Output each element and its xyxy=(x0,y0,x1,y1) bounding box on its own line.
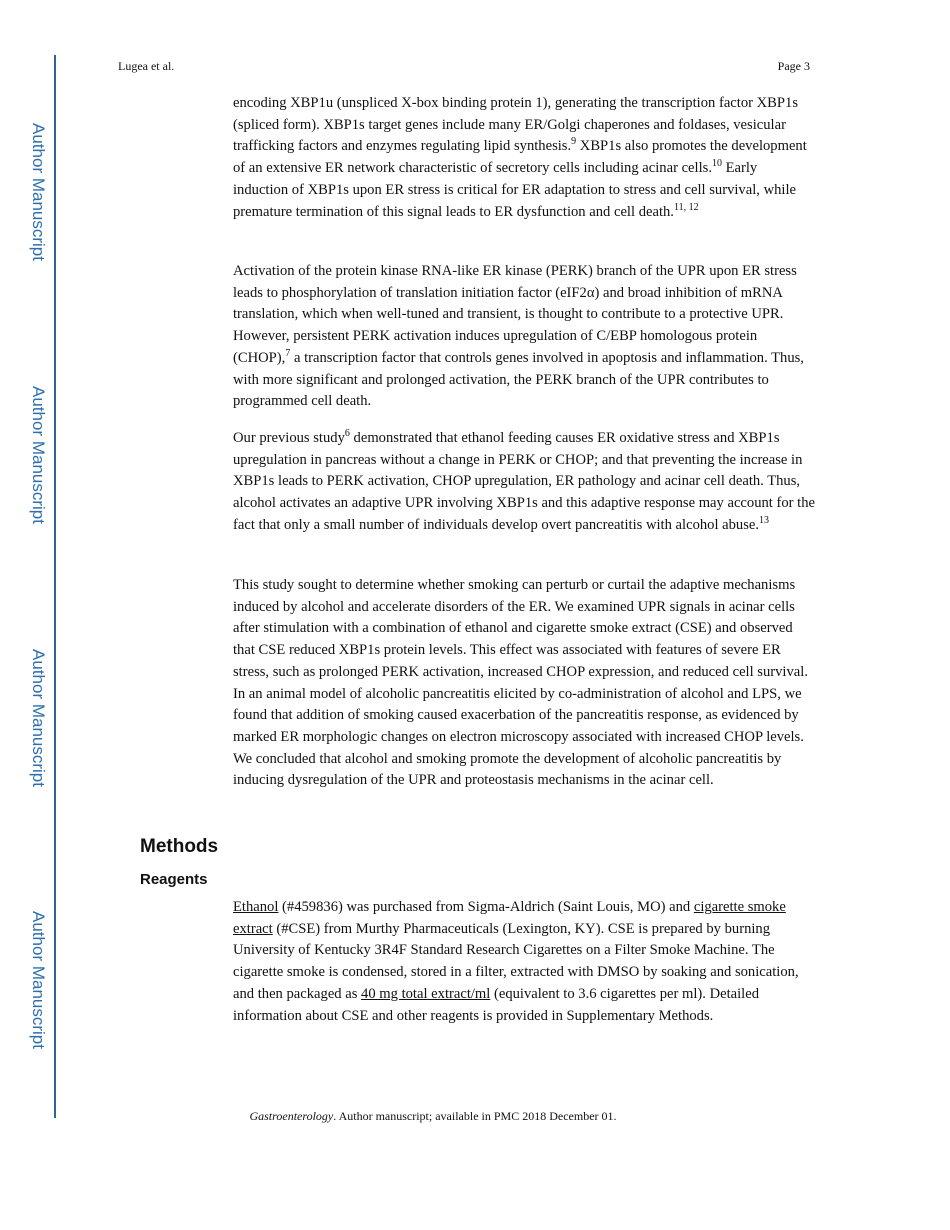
link[interactable]: cigarette smoke extract xyxy=(233,899,786,937)
citation-superscript: 13 xyxy=(759,514,770,526)
text-run: encoding XBP1u (unspliced X-box binding protein 1), generating the transcription factor XBP1s (spliced form). XBP1s target genes include many ER/Golgi chaperones and foldases, vesicular trafficking factors and enzymes regulating lipid synthesis. xyxy=(233,95,798,155)
text-run: This study sought to determine whether smoking can perturb or curtail the adaptive mechanisms induced by alcohol and accelerate disorders of the ER. We examined UPR signals in acinar cells after stimulation with a combination of ethanol and cigarette smoke extract (CSE) and observed that CSE reduced XBP1s protein levels. This effect was associated with features of severe ER stress, such as prolonged PERK activation, increased CHOP expression, and reduced cell survival. In an animal model of alcoholic pancreatitis elicited by co-administration of alcohol and LPS, we found that addition of smoking caused exacerbation of the pancreatitis response, as evidenced by marked ER morphologic changes on electron microscopy associated with increased CHOP levels. We concluded that alcohol and smoking promote the development of alcoholic pancreatitis by inducing dysregulation of the UPR and proteostasis mechanisms in the acinar cell. xyxy=(233,577,808,789)
journal-name: Gastroenterology xyxy=(249,1109,334,1123)
paragraph xyxy=(233,897,815,1027)
paragraph xyxy=(233,93,815,223)
running-header-authors: Lugea et al. xyxy=(118,59,175,73)
section-heading-methods: Methods xyxy=(140,836,219,857)
paragraph xyxy=(233,261,815,413)
author-manuscript-text: Author Manuscript xyxy=(29,386,48,524)
citation-superscript: 9 xyxy=(571,136,577,148)
citation-superscript: 11, 12 xyxy=(673,201,699,213)
author-manuscript-text: Author Manuscript xyxy=(29,123,48,261)
link[interactable]: Ethanol xyxy=(233,899,279,915)
text-run: a transcription factor that controls genes involved in apoptosis and inflammation. Thus, with more significant and prolonged activation, the PERK branch of the UPR contributes to programmed cell death. xyxy=(233,349,804,410)
page-number: Page 3 xyxy=(777,59,810,73)
text-run: demonstrated that ethanol feeding causes ER oxidative stress and XBP1s upregulation in pancreas without a change in PERK or CHOP; and that preventing the increase in XBP1s leads to PERK activation, CHOP upregulation, ER pathology and acinar cell death. Thus, alcohol activates an adaptive UPR involving XBP1s and this adaptive response may account for the fact that only a small number of individuals develop overt pancreatitis with alcohol abuse. xyxy=(233,430,815,533)
text-run: Our previous study xyxy=(233,430,345,446)
margin-rule xyxy=(54,55,56,1118)
text-run: Early induction of XBP1s upon ER stress is critical for ER adaptation to stress and cell survival, while premature termination of this signal leads to ER dysfunction and cell death. xyxy=(233,160,796,220)
paragraph xyxy=(233,428,815,537)
author-manuscript-text: Author Manuscript xyxy=(29,911,48,1049)
author-manuscript-text: Author Manuscript xyxy=(29,649,48,787)
footer xyxy=(0,1109,866,1124)
citation-superscript: 10 xyxy=(711,158,722,170)
text-run: (#CSE) from Murthy Pharmaceuticals (Lexington, KY). CSE is prepared by burning University of Kentucky 3R4F Standard Research Cigarettes on a Filter Smoke Machine. The cigarette smoke is condensed, stored in a filter, extracted with DMSO by soaking and sonication, and then packaged as xyxy=(233,920,799,1002)
text-run: (equivalent to 3.6 cigarettes per ml). Detailed information about CSE and other reagents is provided in Supplementary Methods. xyxy=(233,985,760,1024)
link[interactable]: 40 mg total extract/ml xyxy=(361,985,491,1002)
paragraph xyxy=(233,575,815,792)
citation-superscript: 7 xyxy=(285,347,291,359)
footer-text: . Author manuscript; available in PMC 2018 December 01. xyxy=(333,1109,617,1123)
text-run: XBP1s also promotes the development of an extensive ER network characteristic of secretory cells including acinar cells. xyxy=(233,138,807,177)
text-run: Activation of the protein kinase RNA-like ER kinase (PERK) branch of the UPR upon ER stress leads to phosphorylation of translation initiation factor (eIF2α) and broad inhibition of mRNA translation, which when well-tuned and transient, is thought to contribute to a protective UPR. However, persistent PERK activation induces upregulation of C/EBP homologous protein (CHOP), xyxy=(233,263,797,366)
subsection-heading-reagents: Reagents xyxy=(140,871,208,888)
citation-superscript: 6 xyxy=(344,428,350,439)
text-run: (#459836) was purchased from Sigma-Aldrich (Saint Louis, MO) and xyxy=(278,899,694,915)
